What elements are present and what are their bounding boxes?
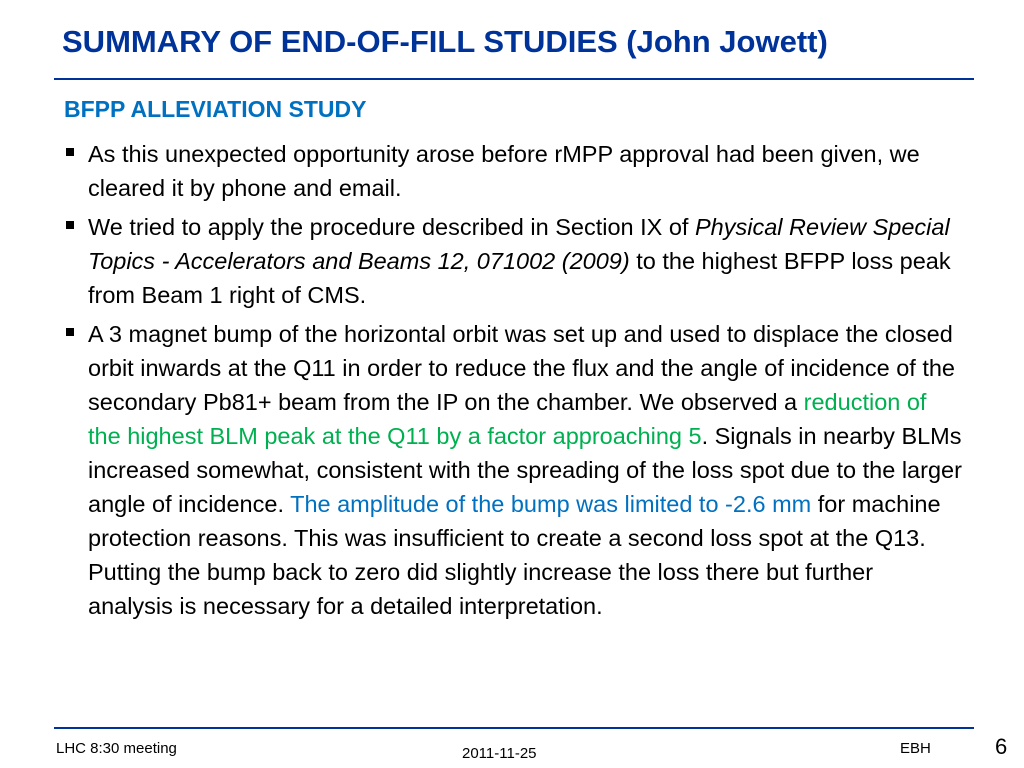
journal-citation: Physical Review Special Topics - Accelerators and Beams 12, 071002 (2009): [88, 214, 950, 274]
footer-date: 2011-11-25: [462, 745, 537, 762]
bullet-text: As this unexpected opportunity arose before rMPP approval had been given, we cleared it by phone and email.: [88, 141, 920, 201]
square-bullet-icon: [66, 148, 74, 156]
bullet-item-approval: [62, 137, 962, 205]
slide-title: SUMMARY OF END-OF-FILL STUDIES (John Jowett): [62, 24, 828, 59]
section-subtitle: BFPP ALLEVIATION STUDY: [64, 96, 367, 122]
bullet-text-after: to the highest BFPP loss peak from Beam 1 right of CMS.: [88, 248, 951, 308]
highlight-blm-reduction: reduction of the highest BLM peak at the Q11 by a factor approaching 5: [88, 389, 927, 449]
square-bullet-icon: [66, 328, 74, 336]
bullet-item-procedure: [62, 210, 962, 312]
title-divider: [54, 78, 974, 80]
page-number: 6: [995, 734, 1008, 759]
highlight-bump-amplitude: The amplitude of the bump was limited to -2.6 mm: [290, 491, 812, 517]
bullet-list: [62, 137, 962, 628]
bullet-text-part1: A 3 magnet bump of the horizontal orbit was set up and used to displace the closed orbit inwards at the Q11 in order to reduce the flux and the angle of incidence of the secondary Pb81+ beam from the IP on the chamber. We observed a: [88, 321, 955, 415]
footer-author: EBH: [900, 740, 931, 757]
bullet-text-part2: . Signals in nearby BLMs increased somewhat, consistent with the spreading of the loss spot due to the larger angle of incidence.: [88, 423, 962, 517]
footer-meeting-name: LHC 8:30 meeting: [56, 740, 177, 757]
bullet-text-part3: for machine protection reasons. This was insufficient to create a second loss spot at the Q13. Putting the bump back to zero did slightly increase the loss there but further analysis is necessary for a detailed interpretation.: [88, 491, 941, 619]
bullet-text-before: We tried to apply the procedure described in Section IX of: [88, 214, 695, 240]
bullet-item-magnet-bump: [62, 317, 962, 623]
square-bullet-icon: [66, 221, 74, 229]
footer-divider: [54, 727, 974, 729]
